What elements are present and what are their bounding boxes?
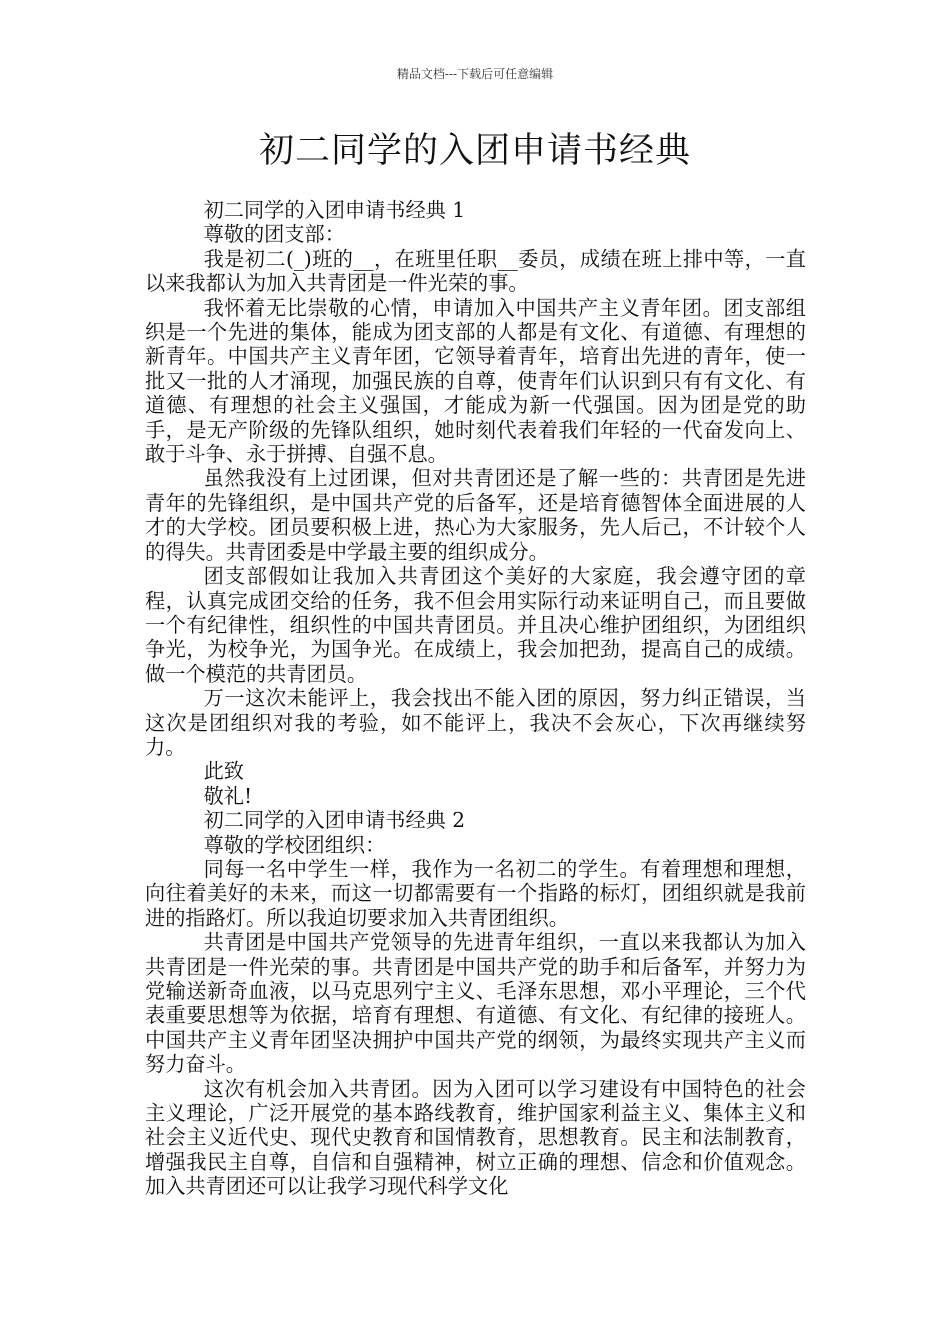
section-heading-1: 初二同学的入团申请书经典 1	[203, 198, 466, 222]
body-paragraph: 共青团是中国共产党领导的先进青年组织，一直以来我都认为加入共青团是一件光荣的事。共青团是中国共产党的助手和后备军，并努力为党输送新奇血液，以马克思列宁主义、毛泽东思想，邓小平理论，三个代表重要思想等为依据，培育有理想、有道德、有文化、有纪律的接班人。中国共产主义青年团坚决拥护中国共产党的纲领，为最终实现共产主义而努力奋斗。	[145, 930, 806, 1077]
closing-regards: 敬礼!	[203, 783, 253, 808]
body-paragraph: 我怀着无比崇敬的心情，申请加入中国共产主义青年团。团支部组织是一个先进的集体，能成为团支部的人都是有文化、有道德、有理想的新青年。中国共产主义青年团，它领导着青年，培育出先进的青年，使一批又一批的人才涌现，加强民族的自尊，使青年们认识到只有有文化、有道德、有理想的社会主义强国，才能成为新一代强国。因为团是党的助手，是无产阶级的先锋队组织，她时刻代表着我们年轻的一代奋发向上、敢于斗争、永于拼搏、自强不息。	[145, 295, 806, 467]
body-paragraph: 我是初二(_)班的__，在班里任职__委员，成绩在班上排中等，一直以来我都认为加入共青团是一件光荣的事。	[145, 246, 806, 296]
body-paragraph: 虽然我没有上过团课，但对共青团还是了解一些的：共青团是先进青年的先锋组织，是中国共产党的后备军，还是培育德智体全面进展的人才的大学校。团员要积极上进，热心为大家服务，先人后己，不计较个人的得失。共青团委是中学最主要的组织成分。	[145, 466, 806, 564]
closing-line: 此致	[203, 759, 244, 784]
body-paragraph: 万一这次未能评上，我会找出不能入团的原因，努力纠正错误，当这次是团组织对我的考验，如不能评上，我决不会灰心，下次再继续努力。	[145, 686, 806, 759]
body-paragraph: 团支部假如让我加入共青团这个美好的大家庭，我会遵守团的章程，认真完成团交给的任务，我不但会用实际行动来证明自己，而且要做一个有纪律性，组织性的中国共青团员。并且决心维护团组织，为团组织争光，为校争光，为国争光。在成绩上，我会加把劲，提高自己的成绩。做一个模范的共青团员。	[145, 564, 806, 686]
page-header: 精品文档---下载后可任意编辑	[396, 67, 554, 81]
document-body	[145, 198, 806, 1199]
document-title: 初二同学的入团申请书经典	[258, 131, 691, 171]
body-paragraph: 这次有机会加入共青团。因为入团可以学习建设有中国特色的社会主义理论，广泛开展党的基本路线教育，维护国家利益主义、集体主义和社会主义近代史、现代史教育和国情教育，思想教育。民主和法制教育，增强我民主自尊，自信和自强精神，树立正确的理想、信念和价值观念。加入共青团还可以让我学习现代科学文化	[145, 1076, 806, 1199]
salutation-2: 尊敬的学校团组织：	[203, 832, 386, 857]
section-heading-2: 初二同学的入团申请书经典 2	[203, 808, 466, 833]
body-paragraph: 同每一名中学生一样，我作为一名初二的学生。有着理想和理想，向往着美好的未来，而这一切都需要有一个指路的标灯，团组织就是我前进的指路灯。所以我迫切要求加入共青团组织。	[145, 856, 806, 930]
salutation-1: 尊敬的团支部：	[203, 222, 345, 247]
